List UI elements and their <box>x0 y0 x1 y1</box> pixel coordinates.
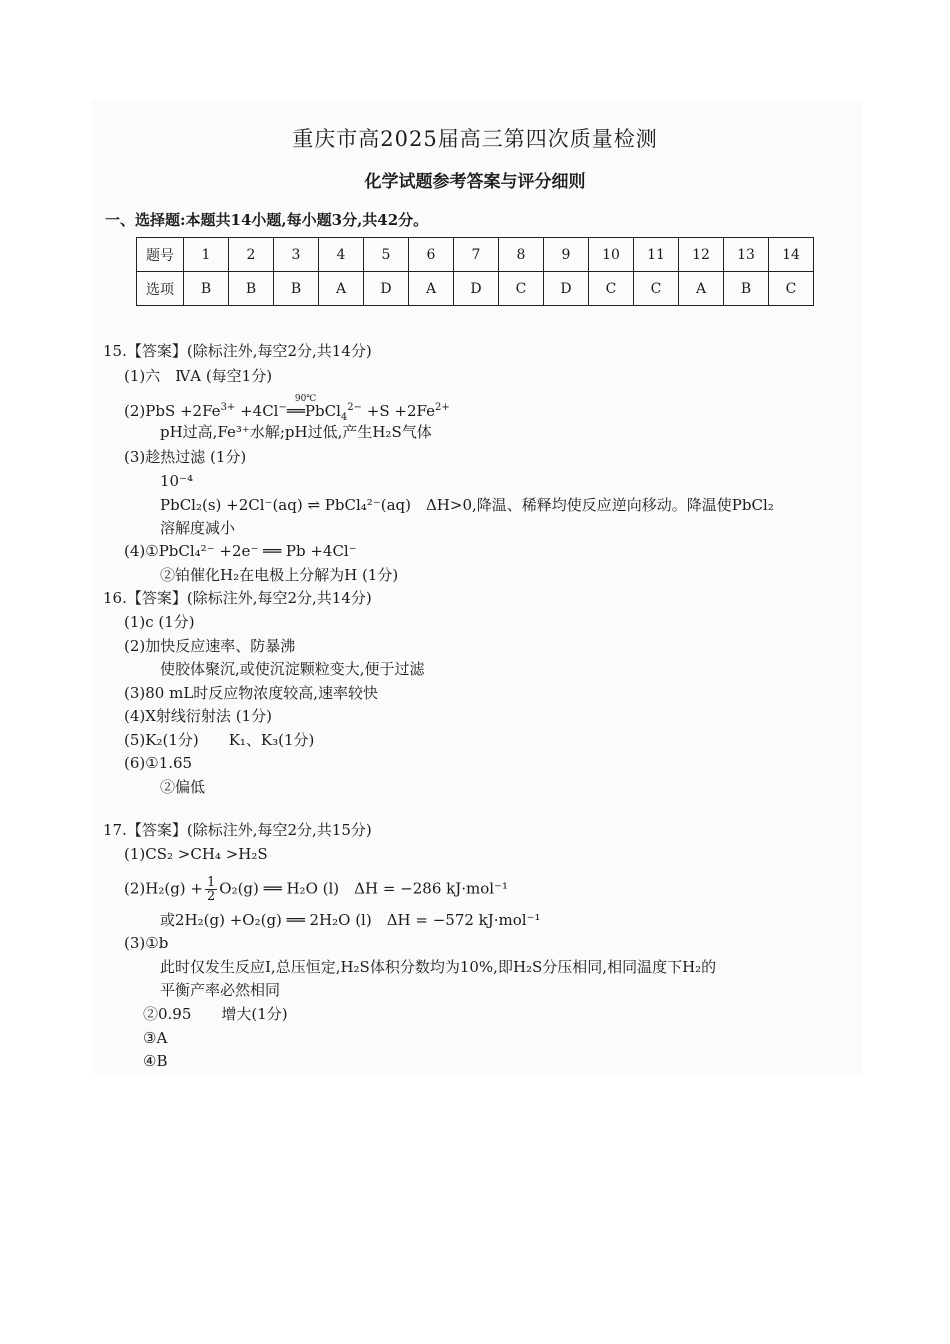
q16-line-2: (2)加快反应速率、防暴沸 <box>124 637 296 655</box>
question-number-row <box>137 238 814 272</box>
answer-choice: B <box>724 272 769 306</box>
question-number: 5 <box>364 238 409 272</box>
q17-line-9: ④B <box>143 1052 168 1070</box>
q15-line-5: 10⁻⁴ <box>160 472 194 490</box>
answer-choice: C <box>499 272 544 306</box>
question-number: 8 <box>499 238 544 272</box>
answer-choice: B <box>184 272 229 306</box>
q17-line-1: (1)CS₂ >CH₄ >H₂S <box>124 845 268 863</box>
question-number: 7 <box>454 238 499 272</box>
eq-sup: 2− <box>347 402 363 413</box>
row-label-question: 题号 <box>137 238 184 272</box>
q16-line-1: (1)c (1分) <box>124 613 195 631</box>
q16-heading: 16.【答案】(除标注外,每空2分,共14分) <box>103 589 372 607</box>
q17-line-6: 平衡产率必然相同 <box>160 981 281 999</box>
eq-sub: 4 <box>340 412 348 423</box>
fraction-numerator: 1 <box>206 875 216 890</box>
q17-line-3: 或2H₂(g) +O₂(g) ══ 2H₂O (l) ΔH = −572 kJ·mol⁻¹ <box>160 911 541 929</box>
q17-line-7: ②0.95 增大(1分) <box>143 1005 288 1023</box>
q16-line-5: (4)X射线衍射法 (1分) <box>124 707 272 725</box>
q15-line-1: (1)六 ⅣA (每空1分) <box>124 367 273 385</box>
q16-line-4: (3)80 mL时反应物浓度较高,速率较快 <box>124 684 379 702</box>
fraction-denominator: 2 <box>206 889 216 904</box>
q15-line-7: 溶解度减小 <box>160 519 236 537</box>
question-number: 12 <box>679 238 724 272</box>
q16-line-8: ②偏低 <box>160 778 206 796</box>
answer-choice: D <box>454 272 499 306</box>
reaction-condition: 90℃ <box>294 394 317 404</box>
q15-line-8: (4)①PbCl₄²⁻ +2e⁻ ══ Pb +4Cl⁻ <box>124 542 357 560</box>
question-number: 2 <box>229 238 274 272</box>
eq-part: +4Cl <box>235 402 279 420</box>
eq-part: (2)PbS +2Fe <box>124 402 221 420</box>
eq-part: O₂(g) ══ H₂O (l) ΔH = −286 kJ·mol⁻¹ <box>219 879 508 898</box>
eq-sup: 3+ <box>220 402 236 413</box>
answer-choice: A <box>319 272 364 306</box>
eq-part: +S +2Fe <box>362 402 435 420</box>
answer-choice: B <box>274 272 319 306</box>
q16-line-6: (5)K₂(1分) K₁、K₃(1分) <box>124 731 315 749</box>
eq-part: PbCl <box>304 402 341 420</box>
question-number: 13 <box>724 238 769 272</box>
q15-line-4: (3)趁热过滤 (1分) <box>124 448 247 466</box>
eq-sup: − <box>278 402 287 413</box>
q17-line-4: (3)①b <box>124 934 169 952</box>
fraction <box>205 876 217 903</box>
question-number: 1 <box>184 238 229 272</box>
answer-choice: A <box>409 272 454 306</box>
row-label-answer: 选项 <box>137 272 184 306</box>
answer-choice: C <box>589 272 634 306</box>
question-number: 4 <box>319 238 364 272</box>
eq-sup: 2+ <box>435 402 450 413</box>
q15-heading: 15.【答案】(除标注外,每空2分,共14分) <box>103 342 372 360</box>
q17-line-5: 此时仅发生反应Ⅰ,总压恒定,H₂S体积分数均为10%,即H₂S分压相同,相同温度下H₂的 <box>160 958 717 976</box>
answer-choice: B <box>229 272 274 306</box>
answer-choice: D <box>544 272 589 306</box>
question-number: 10 <box>589 238 634 272</box>
question-number: 3 <box>274 238 319 272</box>
answer-choice: A <box>679 272 724 306</box>
answer-choice: D <box>364 272 409 306</box>
question-number: 9 <box>544 238 589 272</box>
q15-line-3: pH过高,Fe³⁺水解;pH过低,产生H₂S气体 <box>160 423 432 441</box>
section-heading: 一、选择题:本题共14小题,每小题3分,共42分。 <box>105 211 429 229</box>
q16-line-3: 使胶体聚沉,或使沉淀颗粒变大,便于过滤 <box>160 660 425 678</box>
eq-part: (2)H₂(g) + <box>124 879 203 898</box>
answer-table <box>136 237 814 306</box>
q17-equation-1 <box>124 876 508 903</box>
exam-title: 重庆市高2025届高三第四次质量检测 <box>292 127 658 151</box>
q15-line-9: ②铂催化H₂在电极上分解为H (1分) <box>160 566 399 584</box>
question-number: 14 <box>769 238 814 272</box>
q16-line-7: (6)①1.65 <box>124 754 193 772</box>
answer-choice: C <box>769 272 814 306</box>
reaction-arrow: 90℃ ══ <box>287 401 305 421</box>
q15-line-6: PbCl₂(s) +2Cl⁻(aq) ⇌ PbCl₄²⁻(aq) ΔH>0,降温、稀释均使反应逆向移动。降温使PbCl₂ <box>160 496 774 514</box>
q17-heading: 17.【答案】(除标注外,每空2分,共15分) <box>103 821 372 839</box>
exam-subtitle: 化学试题参考答案与评分细则 <box>364 172 586 192</box>
question-number: 6 <box>409 238 454 272</box>
answer-row <box>137 272 814 306</box>
answer-choice: C <box>634 272 679 306</box>
q17-line-8: ③A <box>143 1029 168 1047</box>
question-number: 11 <box>634 238 679 272</box>
